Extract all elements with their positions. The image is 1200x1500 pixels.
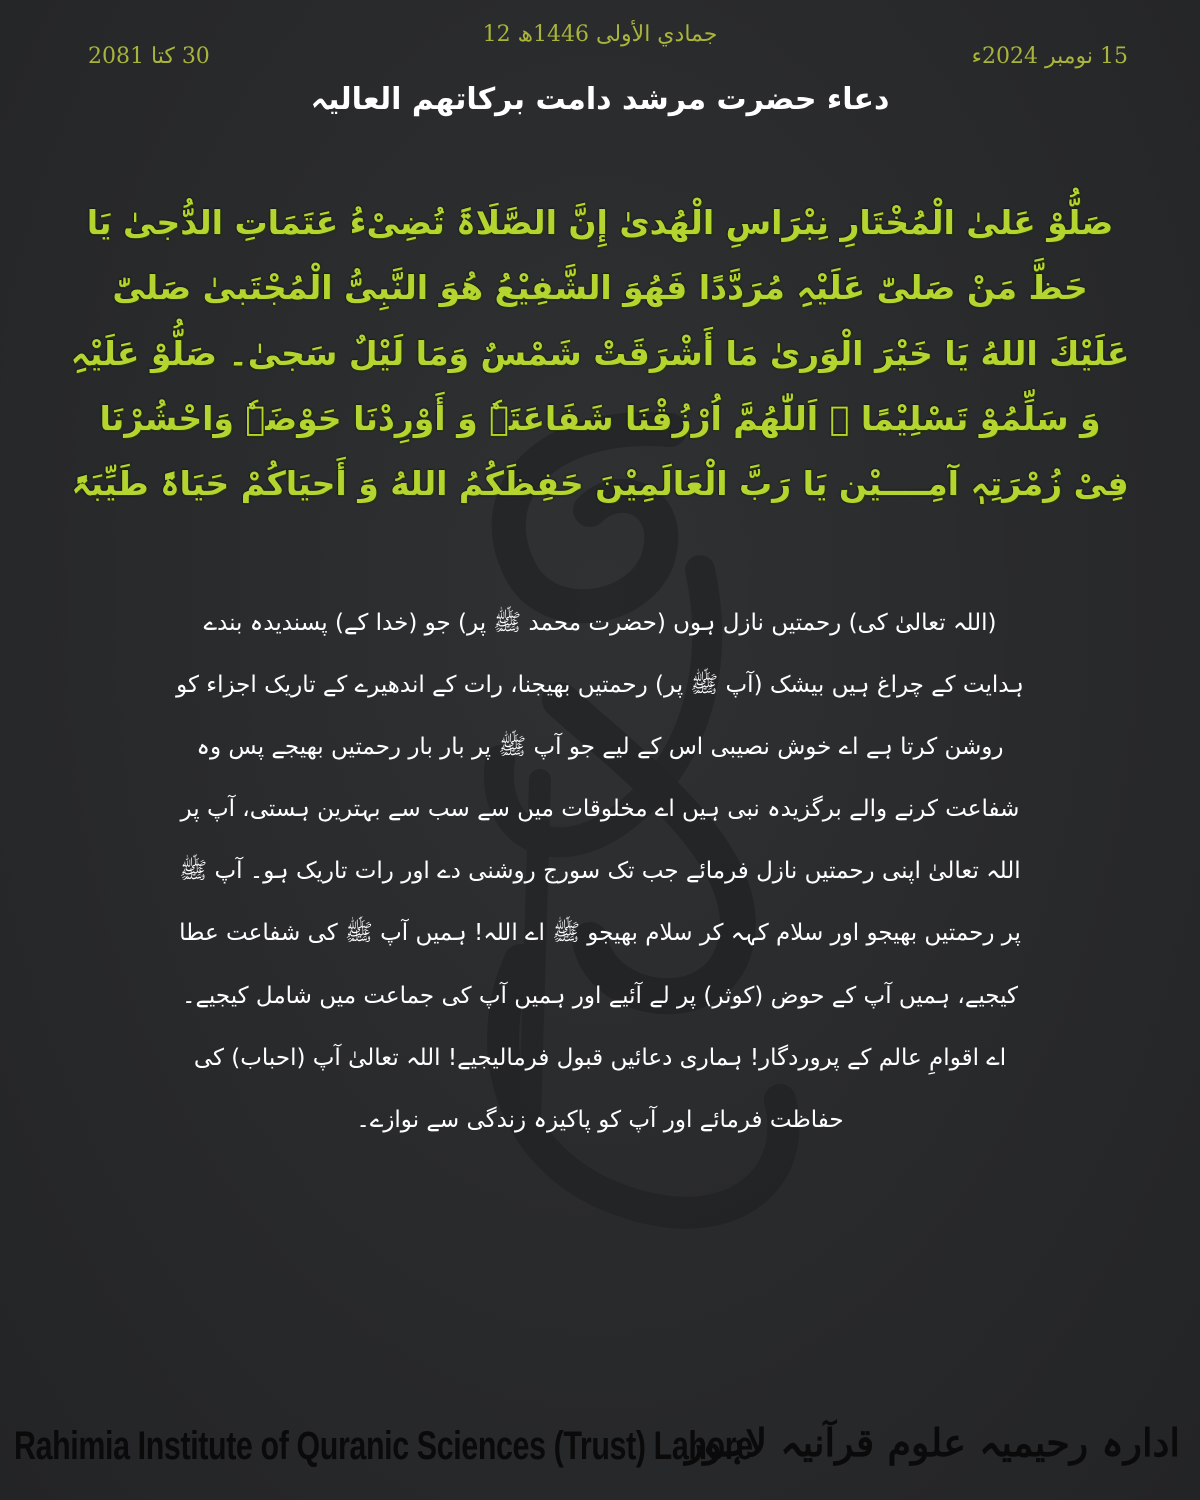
- gregorian-date: 15 نومبر 2024ء: [971, 44, 1128, 69]
- hijri-date: 12 جمادي الأولى 1446ھ: [482, 22, 718, 47]
- footer: [0, 1412, 1200, 1500]
- arabic-prayer-text: صَلُّوْ عَلیٰ الْمُخْتَارِ نِبْرَاسِ الْھُدیٰ إِنَّ الصَّلَاۃَ تُضِیْءُ عَتَمَاتِ الدُّجیٰ یَا حَظَّ مَنْ صَلیّٰ عَلَیْہِ مُرَدَّدًا فَھُوَ الشَّفِیْعُ ھُوَ النَّبِیُّ الْمُجْتَبیٰ صَلیّٰ عَلَیْكَ اللهُ یَا خَیْرَ الْوَریٰ مَا أَشْرَقَتْ شَمْسٌ وَمَا لَیْلٌ سَجیٰ۔ صَلُّوْ عَلَیْہِ وَ سَلِّمُوْ تَسْلِیْمًا ﷺ اَللّٰھُمَّ اُرْزُقْنَا شَفَاعَتَہٗ وَ أَوْرِدْنَا حَوْضَہٗ وَاحْشُرْنَا فِیْ زُمْرَتِہٖ آمِــــیْن یَا رَبَّ الْعَالَمِیْنَ حَفِظَكُمُ اللهُ وَ أَحیَاكُمْ حَیَاۃً طَیِّبَۃً: [70, 203, 1130, 504]
- urdu-translation-text: (اللہ تعالیٰ کی) رحمتیں نازل ہوں (حضرت محمد ﷺ پر) جو (خدا کے) پسندیدہ بندے ہدایت کے چراغ ہیں بیشک (آپ ﷺ پر) رحمتیں بھیجنا، رات کے اندھیرے کے تاریک اجزاء کو روشن کرتا ہے اے خوش نصیبی اس کے لیے جو آپ ﷺ پر بار بار رحمتیں بھیجے پس وہ شفاعت کرنے والے برگزیدہ نبی ہیں اے مخلوقات میں سے سب سے بہترین ہستی، آپ پر اللہ تعالیٰ اپنی رحمتیں نازل فرمائے جب تک سورج روشنی دے اور رات تاریک ہو۔ آپ ﷺ پر رحمتیں بھیجو اور سلام کہہ کر سلام بھیجو ﷺ اے اللہ! ہمیں آپ ﷺ کی شفاعت عطا کیجیے، ہمیں آپ کے حوض (کوثر) پر لے آئیے اور ہمیں آپ کی جماعت میں شامل کیجیے۔ اے اقوامِ عالم کے پروردگار! ہماری دعائیں قبول فرمالیجیے! اللہ تعالیٰ آپ (احباب) کی حفاظت فرمائے اور آپ کو پاکیزہ زندگی سے نوازے۔: [176, 610, 1024, 1133]
- institute-name-english: Rahimia Institute of Quranic Sciences (Trust) Lahore: [14, 1424, 753, 1468]
- bikrami-date: 30 کتا 2081: [88, 44, 210, 69]
- page-title: دعاء حضرت مرشد دامت برکاتھم العالیہ: [310, 82, 890, 117]
- institute-logo-urdu: ادارہ رحیمیہ علوم قرآنیہ لاہور: [685, 1420, 1180, 1465]
